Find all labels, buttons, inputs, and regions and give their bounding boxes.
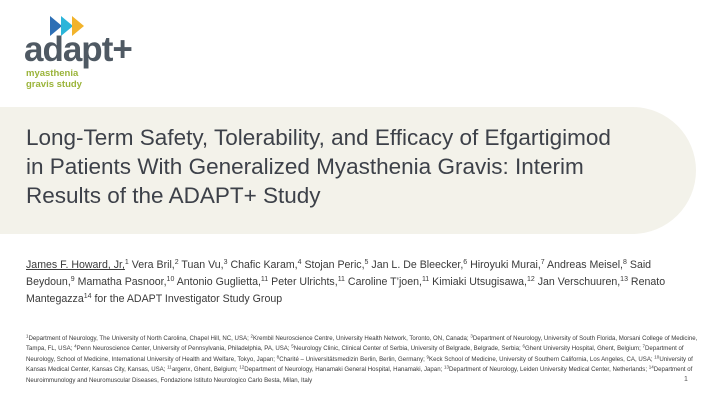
author-affiliation-number: 3 — [223, 259, 228, 266]
author-name: Jan Verschuuren, — [537, 276, 621, 288]
author-name: Antonio Guglietta, — [176, 276, 261, 288]
author-name: Tuan Vu, — [181, 259, 224, 271]
author-affiliation-number: 9 — [70, 276, 75, 283]
logo-subtitle — [26, 69, 82, 90]
title-line-3: Results of the ADAPT+ Study — [26, 183, 321, 208]
affiliation-text: argenx, Ghent, Belgium; — [171, 366, 238, 374]
adapt-plus-logo — [22, 14, 132, 94]
study-group-suffix: for the ADAPT Investigator Study Group — [94, 293, 283, 305]
slide-title — [26, 123, 666, 210]
author-affiliation-number: 14 — [83, 293, 92, 300]
author-name: Stojan Peric, — [304, 259, 365, 271]
author-affiliation-number: 1 — [124, 259, 129, 266]
affiliation-text: University of Kansas Medical Center, Kansas City, Kansas, USA; — [26, 355, 693, 374]
author-name: Kimiaki Utsugisawa, — [432, 276, 527, 288]
affiliation-text: Krembil Neuroscience Centre, University Health Network, Toronto, ON, Canada; — [253, 335, 469, 342]
logo-subtitle-line2: gravis study — [26, 78, 82, 90]
page-number: 1 — [684, 376, 688, 383]
author-name: Said Beydoun, — [26, 259, 652, 288]
author-affiliation-number: 10 — [166, 276, 175, 283]
title-line-1: Long-Term Safety, Tolerability, and Efficacy of Efgartigimod — [26, 125, 611, 150]
affiliation-text: Department of Neurology, School of Medicine, International University of Health and Welfare, Tokyo, Japan; — [26, 345, 684, 363]
author-affiliation-number: 2 — [174, 259, 179, 266]
author-name: Renato Mantegazza — [26, 276, 666, 305]
title-line-2: in Patients With Generalized Myasthenia Gravis: Interim — [26, 154, 584, 179]
affiliation-text: Department of Neurology, The University of North Carolina, Chapel Hill, NC, USA; — [28, 335, 249, 342]
affiliation-number: 1 — [26, 333, 29, 339]
affiliation-text: Department of Neuroimmunology and Neuromuscular Diseases, Fondazione Istituto Neurologico Carlo Besta, Milan, Italy — [26, 366, 693, 384]
affiliation-text: Keck School of Medicine, University of Southern California, Los Angeles, CA, USA; — [429, 355, 653, 363]
affiliation-number: 14 — [648, 364, 654, 370]
affiliation-number: 4 — [74, 343, 77, 349]
author-affiliation-number: 12 — [526, 276, 535, 283]
affiliation-number: 3 — [470, 333, 473, 339]
affiliation-number: 12 — [239, 364, 245, 370]
author-name: Caroline T’joen, — [347, 276, 422, 288]
affiliation-number: 6 — [522, 343, 525, 349]
affiliation-list — [26, 334, 710, 386]
logo-subtitle-line1: myasthenia — [26, 68, 79, 79]
affiliation-text: Department of Neurology, University of South Florida, Morsani College of Medicine, Tampa, FL, USA; — [26, 335, 698, 353]
affiliation-number: 13 — [444, 364, 450, 370]
affiliation-text: Neurology Clinic, Clinical Center of Serbia, University of Belgrade, Belgrade, Serbia; — [293, 345, 521, 353]
author-affiliation-number: 11 — [337, 276, 345, 283]
affiliation-number: 2 — [250, 333, 253, 339]
author-affiliation-number: 7 — [540, 259, 545, 266]
author-name: James F. Howard, Jr, — [26, 259, 125, 271]
author-affiliation-number: 11 — [421, 276, 430, 283]
author-affiliation-number: 11 — [260, 276, 269, 283]
affiliation-text: Department of Neurology, Leiden University Medical Center, Netherlands; — [449, 366, 648, 374]
author-name: Chafic Karam, — [230, 259, 298, 271]
affiliation-number: 8 — [276, 354, 280, 360]
affiliation-number: 11 — [167, 364, 172, 370]
author-affiliation-number: 13 — [620, 276, 628, 283]
affiliation-number: 5 — [291, 343, 294, 349]
affiliation-number: 10 — [654, 354, 660, 360]
author-name: Hiroyuki Murai, — [470, 259, 541, 271]
author-list — [26, 257, 702, 308]
author-name: Peter Ulrichts, — [271, 276, 338, 288]
affiliation-text: Ghent University Hospital, Ghent, Belgium; — [524, 345, 641, 353]
affiliation-number: 9 — [426, 354, 430, 360]
author-name: Mamatha Pasnoor, — [77, 276, 167, 288]
author-name: Vera Bril, — [131, 259, 175, 271]
affiliation-text: Department of Neurology, Hanamaki General Hospital, Hanamaki, Japan; — [244, 366, 443, 374]
affiliation-text: Penn Neuroscience Center, University of Pennsylvania, Philadelphia, PA, USA; — [76, 345, 290, 353]
author-affiliation-number: 8 — [623, 259, 627, 266]
affiliation-text: Charité – Universitätsmedizin Berlin, Berlin, Germany; — [279, 355, 425, 363]
author-name: Andreas Meisel, — [547, 259, 624, 271]
author-affiliation-number: 5 — [364, 259, 369, 266]
author-affiliation-number: 4 — [297, 259, 302, 266]
author-name: Jan L. De Bleecker, — [371, 259, 464, 271]
author-affiliation-number: 6 — [463, 259, 468, 266]
affiliation-number: 7 — [642, 343, 646, 349]
logo-wordmark: adapt+ — [24, 30, 132, 69]
